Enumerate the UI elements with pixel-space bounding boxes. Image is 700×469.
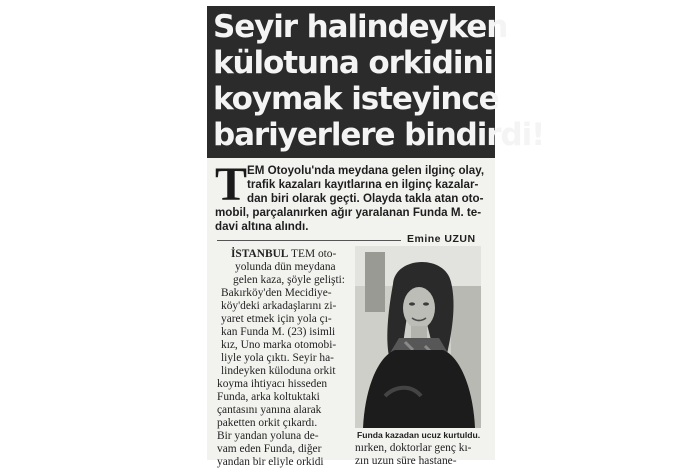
byline-divider: [217, 240, 401, 241]
body-line: koyma ihtiyacı hisseden: [217, 378, 328, 390]
continuation-line: zın uzun süre hastane-: [355, 455, 457, 467]
spot-line-3: dan biri olarak geçti. Olayda takla atan oto-: [247, 192, 484, 205]
spot-line-2: trafik kazaları kayıtlarına en ilginç kazalar-: [247, 178, 479, 191]
drop-cap: T: [215, 158, 248, 211]
headline-block: [207, 6, 545, 158]
body-line: yaret etmek için yola çı-: [221, 313, 332, 325]
portrait-photo: [355, 246, 481, 428]
byline: Emine UZUN: [407, 233, 476, 245]
body-line: kız, Uno marka otomobi-: [221, 339, 337, 351]
body-line: Funda, arka koltuktaki: [217, 391, 320, 403]
body-line: kan Funda M. (23) isimli: [221, 326, 336, 338]
body-line: lindeyken küloduna orkit: [221, 365, 336, 377]
body-line: liyle yola çıktı. Seyir ha-: [221, 352, 334, 364]
body-line-first: [231, 248, 336, 261]
newspaper-clipping: [207, 6, 545, 468]
body-line: çantasını yanına alarak: [217, 404, 322, 416]
body-line: yolunda dün meydana: [235, 261, 336, 273]
spot-line-1: EM Otoyolu'nda meydana gelen ilginç olay,: [247, 164, 485, 177]
body-line: vam eden Funda, diğer: [217, 443, 322, 455]
portrait-image: [355, 246, 481, 428]
body-line: köy'deki arkadaşlarını zi-: [221, 300, 337, 312]
headline-line-3: koymak isteyince: [213, 81, 499, 117]
headline-line-1: Seyir halindeyken: [213, 9, 508, 45]
byline-row: [207, 234, 495, 246]
body-line: paketten orkit çıkardı.: [217, 417, 318, 429]
spot-line-5: davi altına alındı.: [215, 220, 309, 233]
body-line: gelen kaza, şöyle gelişti:: [233, 274, 345, 286]
body-line: yandan bir eliyle orkidi: [217, 456, 324, 468]
headline-line-2: külotuna orkidini: [213, 45, 493, 81]
photo-caption: Funda kazadan ucuz kurtuldu.: [357, 430, 481, 440]
headline-line-4: bariyerlere bindirdi!: [213, 117, 545, 153]
body-line: Bakırköy'den Mecidiye-: [221, 287, 332, 299]
continuation-line: nırken, doktorlar genç kı-: [355, 442, 472, 454]
spot-line-4: mobil, parçalanırken ağır yaralanan Funda M. te-: [215, 206, 482, 219]
body-line: Bir yandan yoluna de-: [217, 430, 319, 442]
body-first-rest: TEM oto-: [288, 248, 337, 260]
lead-city: İSTANBUL: [231, 248, 289, 260]
